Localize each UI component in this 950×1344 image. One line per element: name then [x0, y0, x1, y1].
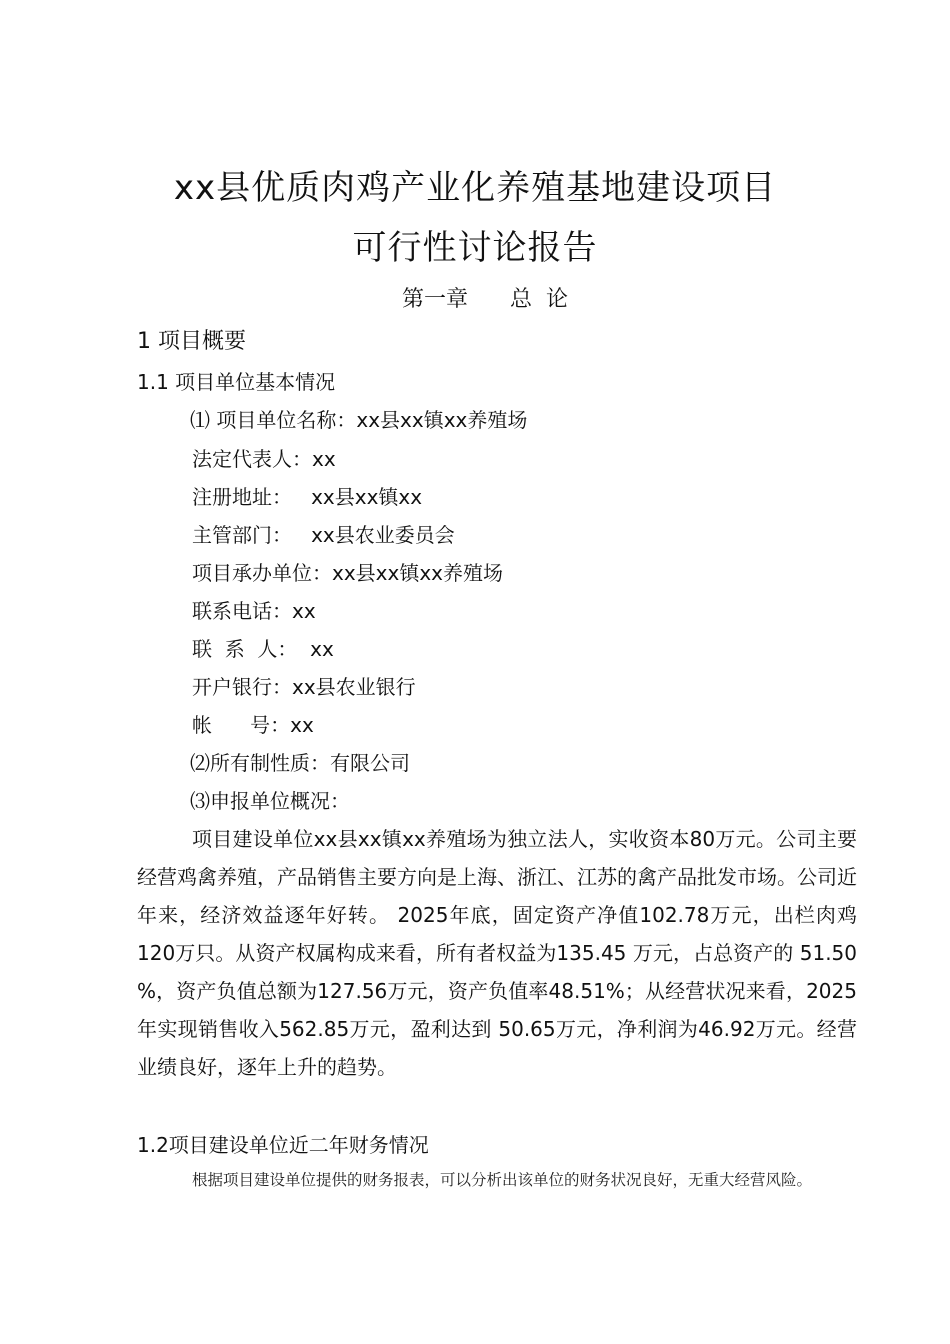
chapter-heading: 第一章 总 论 — [402, 287, 568, 312]
section-heading: 1 项目概要 — [137, 329, 246, 354]
report-title-line-1: xx县优质肉鸡产业化养殖基地建设项目 — [173, 168, 777, 208]
info-item: 主管部门： xx县农业委员会 — [192, 523, 455, 547]
info-item: ⑴ 项目单位名称：xx县xx镇xx养殖场 — [190, 408, 528, 432]
info-item: ⑵所有制性质：有限公司 — [190, 751, 410, 775]
company-overview-paragraph: 项目建设单位xx县xx镇xx养殖场为独立法人，实收资本80万元。公司主要经营鸡禽养殖，产品销售主要方向是上海、浙江、江苏的禽产品批发市场。公司近年来，经济效益逐年好转。 2025年底，固定资产净值102.78万元，出栏肉鸡120万只。从资产权属构成来看，所有者权益为135.45 万元，占总资产的 51.50 %，资产负值总额为127.56万元，资产负值率48.51%；从经营状况来看，2025年实现销售收入562.85万元，盈利达到 50.65万元，净利润为46.92万元。经营业绩良好，逐年上升的趋势。 — [137, 827, 857, 1079]
info-item: 注册地址： xx县xx镇xx — [192, 485, 423, 509]
info-item: 联 系 人： xx — [192, 637, 334, 661]
info-item: ⑶申报单位概况： — [190, 789, 350, 813]
info-item: 开户银行：xx县农业银行 — [192, 675, 416, 699]
financial-note-paragraph: 根据项目建设单位提供的财务报表，可以分析出该单位的财务状况良好，无重大经营风险。 — [192, 1171, 813, 1189]
info-item: 帐 号：xx — [192, 713, 314, 737]
info-item: 联系电话：xx — [192, 599, 316, 623]
info-item: 法定代表人：xx — [192, 447, 336, 471]
subsection-heading: 1.1 项目单位基本情况 — [137, 370, 336, 394]
info-item: 项目承办单位：xx县xx镇xx养殖场 — [192, 561, 504, 585]
subsection-heading: 1.2项目建设单位近二年财务情况 — [137, 1133, 429, 1157]
report-title-line-2: 可行性讨论报告 — [352, 228, 598, 268]
